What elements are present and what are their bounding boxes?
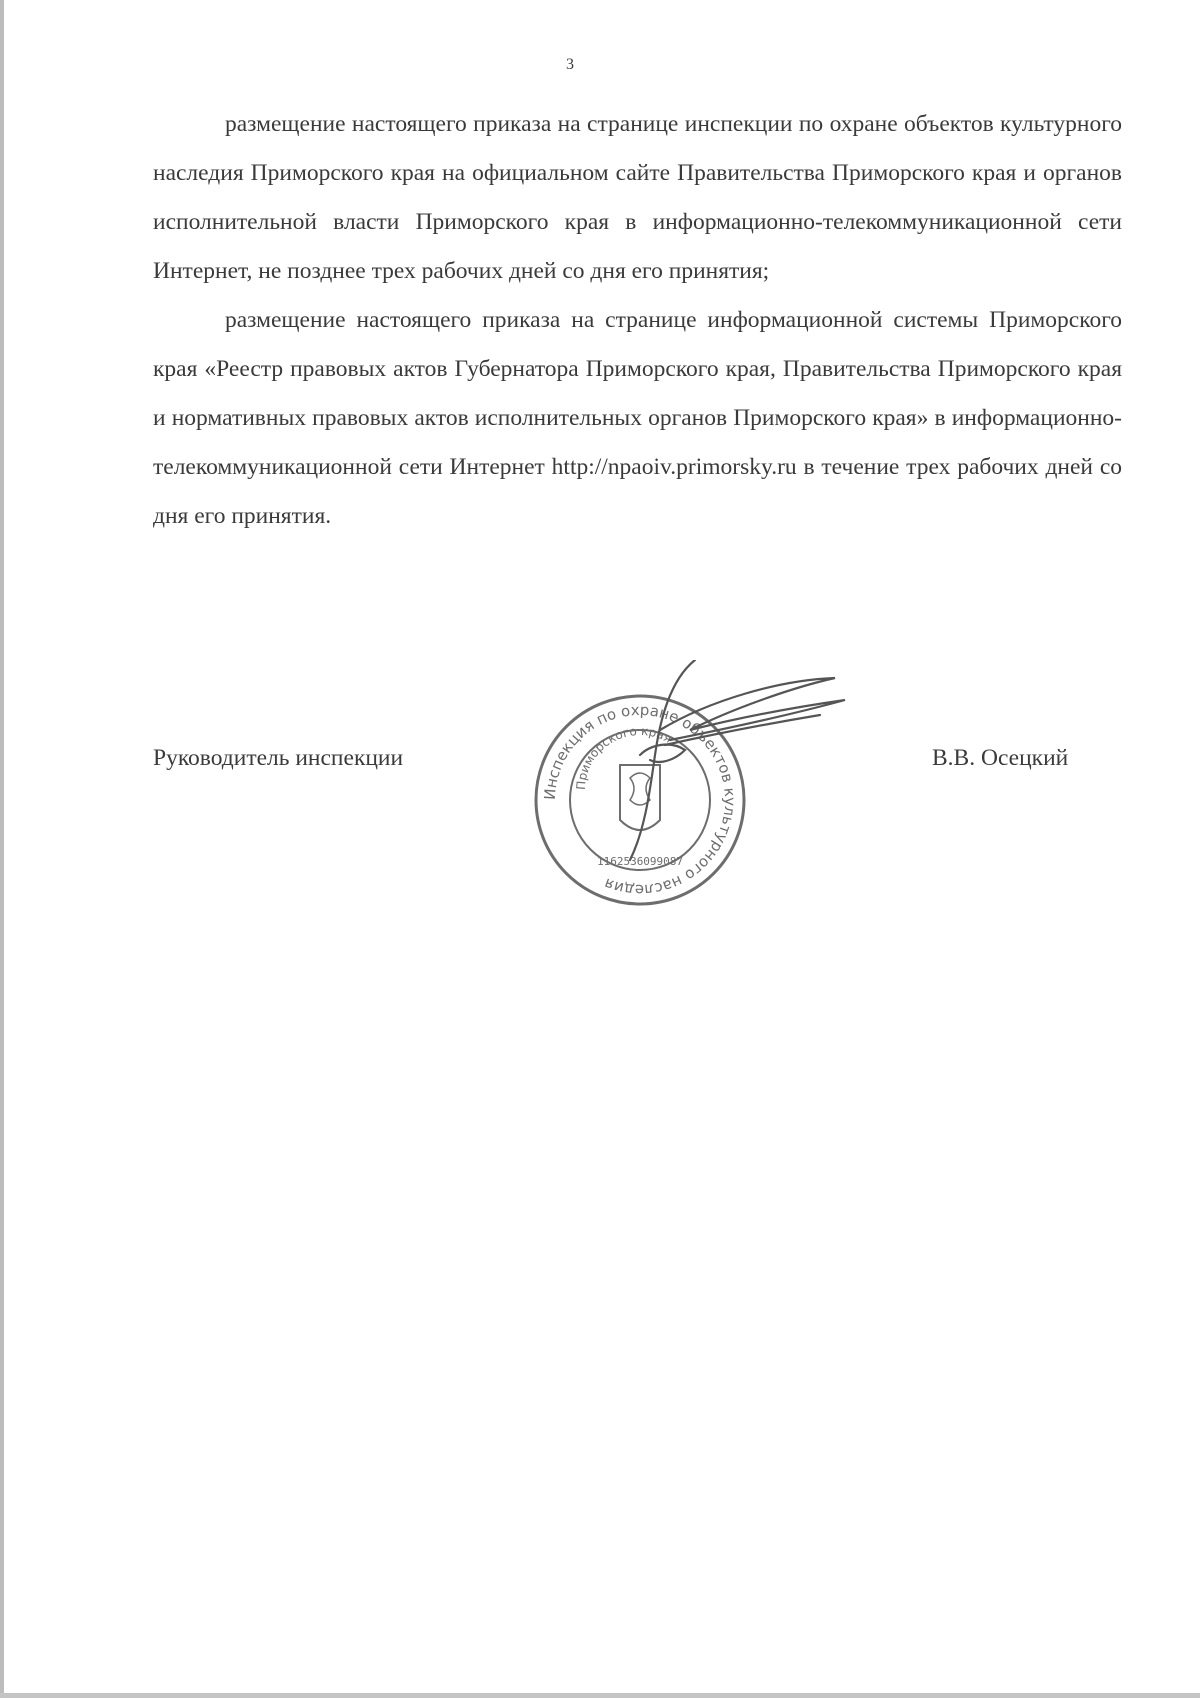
- paragraph-site-publication: размещение настоящего приказа на странице инспекции по охране объектов культурного наследия Приморского края на официальном сайте Правительства Приморского края и органов исполнительной власти Приморского края в информационно-телекоммуникационной сети Интернет, не позднее трех рабочих дней со дня его принятия;: [153, 111, 1122, 284]
- signatory-name: В.В. Осецкий: [932, 745, 1069, 771]
- stamp-number: 1162536099087: [596, 855, 684, 868]
- page-number: 3: [566, 56, 574, 73]
- official-stamp-with-signature: [510, 660, 890, 920]
- stamp-seal: [536, 696, 744, 904]
- signatory-title: Руководитель инспекции: [153, 745, 404, 771]
- stamp-inner-text: Приморского края: [573, 723, 675, 791]
- stamp-outer-text: Инспекция по охране объектов культурного наследия: [540, 700, 740, 900]
- scan-left-edge: [0, 0, 4, 1698]
- scan-bottom-edge: [0, 1693, 1200, 1698]
- paragraph-registry-publication: размещение настоящего приказа на странице информационной системы Приморского края «Реестр правовых актов Губернатора Приморского края, Правительства Приморского края и нормативных правовых актов исполнительных органов Приморского края» в информационно-телекоммуникационной сети Интернет http://npaoiv.primorsky.ru в течение трех рабочих дней со дня его принятия.: [153, 307, 1122, 529]
- document-body: [153, 100, 1122, 541]
